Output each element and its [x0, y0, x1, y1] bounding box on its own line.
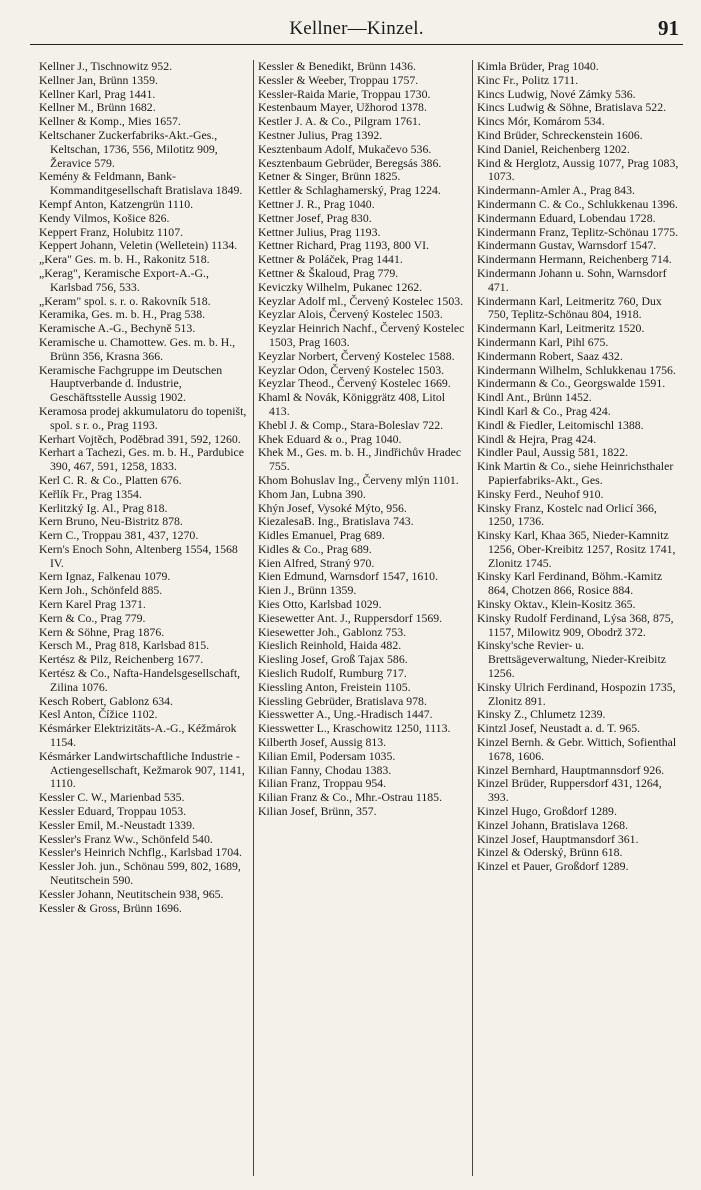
directory-entry: Kessler's Heinrich Nchflg., Karlsbad 1704.: [39, 845, 242, 860]
directory-entry: Khom Bohuslav Ing., Červeny mlýn 1101.: [258, 472, 459, 487]
directory-entry: Kien J., Brünn 1359.: [258, 583, 357, 598]
directory-entry: Kern's Enoch Sohn, Altenberg 1554, 1568 IV.: [39, 541, 238, 570]
directory-entry: Kindermann Eduard, Lobendau 1728.: [477, 210, 656, 225]
directory-entry: Kinzel Johann, Bratislava 1268.: [477, 817, 629, 832]
directory-entry: Kindermann Karl, Leitmeritz 1520.: [477, 321, 645, 336]
directory-entry: Kieslich Rudolf, Rumburg 717.: [258, 666, 407, 681]
directory-entry: Kinsky'sche Revier- u. Brettsägeverwaltung, Nieder-Kreibitz 1256.: [477, 638, 666, 681]
directory-entry: Kerl C. R. & Co., Platten 676.: [39, 472, 182, 487]
directory-entry: Kinsky Karl, Khaa 365, Nieder-Kamnitz 1256, Ober-Kreibitz 1257, Rositz 1741, Zlonitz 1745.: [477, 528, 676, 570]
directory-entry: Kindl & Fiedler, Leitomischl 1388.: [477, 417, 644, 432]
directory-entry: Kindermann Wilhelm, Schlukkenau 1756.: [477, 362, 676, 377]
directory-entry: Kessler-Raida Marie, Troppau 1730.: [258, 86, 431, 101]
directory-entry: Kettler & Schlaghamerský, Prag 1224.: [258, 183, 441, 198]
directory-entry: Kessler Eduard, Troppau 1053.: [39, 804, 187, 819]
directory-entry: Kinzel Josef, Hauptmansdorf 361.: [477, 831, 639, 846]
directory-entry: Khebl J. & Comp., Stara-Boleslav 722.: [258, 417, 444, 432]
directory-entry: Kindermann Robert, Saaz 432.: [477, 348, 623, 363]
directory-entry: Kiesling Josef, Groß Tajax 586.: [258, 652, 408, 667]
directory-entry: Keyzlar Alois, Červený Kostelec 1503.: [258, 307, 443, 322]
directory-entry: Kern & Co., Prag 779.: [39, 610, 146, 625]
directory-entry: Kinzel Hugo, Großdorf 1289.: [477, 804, 617, 819]
directory-entry: Khaml & Novák, Königgrätz 408, Litol 413.: [258, 390, 446, 418]
directory-entry: Kindler Paul, Aussig 581, 1822.: [477, 445, 629, 460]
directory-entry: Kincs Mór, Komárom 534.: [477, 114, 605, 129]
column-left: [35, 60, 253, 1176]
entry-columns: [35, 60, 691, 1176]
directory-entry: Kerhart a Tachezi, Ges. m. b. H., Pardubice 390, 467, 591, 1258, 1833.: [39, 445, 244, 474]
directory-entry: Keppert Franz, Holubitz 1107.: [39, 224, 184, 239]
directory-entry: Kessler Emil, M.-Neustadt 1339.: [39, 817, 195, 832]
directory-entry: Kesztenbaum Adolf, Mukačevo 536.: [258, 141, 432, 156]
directory-entry: Kindermann Johann u. Sohn, Warnsdorf 471.: [477, 265, 667, 294]
directory-entry: Kessler's Franz Ww., Schönfeld 540.: [39, 831, 213, 846]
directory-entry: Kinzel & Oderský, Brünn 618.: [477, 845, 623, 860]
directory-entry: Kerhart Vojtěch, Poděbrad 391, 592, 1260.: [39, 431, 241, 446]
directory-entry: Kinzel Bernh. & Gebr. Wittich, Sofienthal 1678, 1606.: [477, 735, 677, 763]
directory-entry: Kindermann-Amler A., Prag 843.: [477, 183, 635, 198]
directory-entry: Kilian Franz, Troppau 954.: [258, 776, 387, 791]
directory-entry: Keřlík Fr., Prag 1354.: [39, 486, 142, 501]
directory-entry: Kind Daniel, Reichenberg 1202.: [477, 141, 630, 156]
directory-entry: Kiesswetter A., Ung.-Hradisch 1447.: [258, 707, 433, 722]
directory-entry: Kern C., Troppau 381, 437, 1270.: [39, 528, 199, 543]
directory-entry: Kessler Johann, Neutitschein 938, 965.: [39, 886, 224, 901]
directory-entry: Keyzlar Odon, Červený Kostelec 1503.: [258, 362, 445, 377]
directory-entry: Kind & Herglotz, Aussig 1077, Prag 1083, 1073.: [477, 155, 679, 184]
directory-entry: Kien Edmund, Warnsdorf 1547, 1610.: [258, 569, 439, 584]
directory-entry: Kiesswetter L., Kraschowitz 1250, 1113.: [258, 721, 451, 736]
directory-entry: Kessler & Weeber, Troppau 1757.: [258, 72, 419, 87]
directory-entry: Kellner & Komp., Mies 1657.: [39, 114, 181, 129]
directory-entry: Kettner Josef, Prag 830.: [258, 210, 372, 225]
directory-entry: „Kerag", Keramische Export-A.-G., Karlsbad 756, 533.: [39, 265, 209, 294]
directory-entry: Kellner Karl, Prag 1441.: [39, 86, 156, 101]
directory-entry: Kinsky Franz, Kostelc nad Orlicí 366, 1250, 1736.: [477, 500, 657, 529]
directory-entry: Kern Bruno, Neu-Bistritz 878.: [39, 514, 183, 529]
directory-entry: Kettner & Poláček, Prag 1441.: [258, 252, 403, 267]
directory-entry: Kidles Emanuel, Prag 689.: [258, 528, 385, 543]
directory-entry: Kern & Söhne, Prag 1876.: [39, 624, 165, 639]
directory-entry: Kinzel Brüder, Ruppersdorf 431, 1264, 393.: [477, 776, 662, 805]
directory-entry: Kettner Richard, Prag 1193, 800 VI.: [258, 238, 430, 253]
directory-entry: Khek Eduard & o., Prag 1040.: [258, 431, 402, 446]
directory-entry: Késmárker Elektrizitäts-A.-G., Kéžmárok 1154.: [39, 721, 237, 750]
running-title: Kellner—Kinzel.: [289, 18, 424, 39]
directory-entry: Kesch Robert, Gablonz 634.: [39, 693, 173, 708]
directory-entry: Kern Ignaz, Falkenau 1079.: [39, 569, 171, 584]
directory-entry: Keviczky Wilhelm, Pukanec 1262.: [258, 279, 423, 294]
directory-entry: Kemény & Feldmann, Bank-Kommanditgesellschaft Bratislava 1849.: [39, 169, 243, 198]
directory-entry: Keyzlar Heinrich Nachf., Červený Kostelec 1503, Prag 1603.: [258, 321, 465, 349]
column-right: [472, 60, 691, 1176]
directory-entry: Kinc Fr., Politz 1711.: [477, 72, 579, 87]
directory-entry: Kessler & Benedikt, Brünn 1436.: [258, 59, 416, 73]
directory-entry: Kindermann Karl, Leitmeritz 760, Dux 750, Teplitz-Schönau 804, 1918.: [477, 293, 662, 322]
directory-entry: KiezalesaB. Ing., Bratislava 743.: [258, 514, 414, 529]
directory-entry: Kellner M., Brünn 1682.: [39, 100, 156, 115]
directory-entry: Kesztenbaum Gebrüder, Beregsás 386.: [258, 155, 442, 170]
directory-entry: Kindl Ant., Brünn 1452.: [477, 390, 592, 405]
directory-entry: Keramische Fachgruppe im Deutschen Hauptverbande d. Industrie, Geschäftsstelle Aussig 1902.: [39, 362, 223, 405]
directory-entry: Kesl Anton, Čížice 1102.: [39, 707, 158, 722]
directory-entry: Kinsky Karl Ferdinand, Böhm.-Kamitz 864, Chotzen 866, Rosice 884.: [477, 569, 663, 598]
directory-entry: Khýn Josef, Vysoké Mýto, 956.: [258, 500, 407, 515]
directory-entry: Keramische A.-G., Bechyně 513.: [39, 321, 196, 336]
directory-entry: Kindermann Hermann, Reichenberg 714.: [477, 252, 672, 267]
directory-entry: Kessler Joh. jun., Schönau 599, 802, 1689, Neutitschein 590.: [39, 859, 241, 888]
directory-entry: Kessler & Gross, Brünn 1696.: [39, 900, 182, 915]
directory-entry: Kindermann C. & Co., Schlukkenau 1396.: [477, 196, 678, 211]
column-middle: [253, 60, 472, 1176]
directory-entry: Khek M., Ges. m. b. H., Jindřichův Hradec 755.: [258, 445, 462, 474]
directory-entry: Keramische u. Chamottew. Ges. m. b. H., Brünn 356, Krasna 366.: [39, 334, 236, 363]
directory-entry: Kintzl Josef, Neustadt a. d. T. 965.: [477, 721, 641, 736]
directory-entry: Kempf Anton, Katzengrün 1110.: [39, 196, 194, 211]
directory-entry: Kincs Ludwig, Nové Zámky 536.: [477, 86, 636, 101]
directory-entry: Keyzlar Norbert, Červený Kostelec 1588.: [258, 348, 455, 363]
directory-entry: Kinsky Oktav., Klein-Kositz 365.: [477, 597, 636, 612]
directory-entry: Kind Brüder, Schreckenstein 1606.: [477, 127, 643, 142]
directory-entry: Kendy Vilmos, Košice 826.: [39, 210, 170, 225]
directory-entry: Kindl & Hejra, Prag 424.: [477, 431, 597, 446]
directory-entry: Kiessling Anton, Freistein 1105.: [258, 679, 411, 694]
directory-entry: Kimla Brüder, Prag 1040.: [477, 59, 599, 73]
directory-entry: Kiesewetter Joh., Gablonz 753.: [258, 624, 407, 639]
directory-entry: Kink Martin & Co., siehe Heinrichsthaler Papierfabriks-Akt., Ges.: [477, 459, 674, 487]
directory-entry: Kindermann Karl, Pihl 675.: [477, 334, 609, 349]
directory-entry: Kettner & Škaloud, Prag 779.: [258, 265, 399, 280]
directory-entry: Kilian Fanny, Chodau 1383.: [258, 762, 392, 777]
directory-entry: Keramosa prodej akkumulatoru do topeništ, spol. s r. o., Prag 1193.: [39, 403, 247, 432]
directory-entry: Kincs Ludwig & Söhne, Bratislava 522.: [477, 100, 667, 115]
directory-entry: Kinsky Z., Chlumetz 1239.: [477, 707, 606, 722]
directory-entry: Kindermann & Co., Georgswalde 1591.: [477, 376, 666, 391]
directory-entry: Kestenbaum Mayer, Užhorod 1378.: [258, 100, 427, 115]
directory-entry: Kerlitzký Ig. Al., Prag 818.: [39, 500, 168, 515]
directory-entry: Kinsky Rudolf Ferdinand, Lýsa 368, 875, 1157, Milowitz 909, Obodrž 372.: [477, 610, 674, 639]
directory-entry: Kilian Josef, Brünn, 357.: [258, 804, 377, 819]
directory-entry: Kieslich Reinhold, Haida 482.: [258, 638, 402, 653]
directory-entry: „Kera" Ges. m. b. H., Rakonitz 518.: [39, 252, 210, 267]
directory-entry: Kindermann Gustav, Warnsdorf 1547.: [477, 238, 657, 253]
directory-entry: Kersch M., Prag 818, Karlsbad 815.: [39, 638, 210, 653]
directory-entry: Kern Joh., Schönfeld 885.: [39, 583, 163, 598]
directory-entry: Kern Karel Prag 1371.: [39, 597, 146, 612]
directory-entry: Kilian Emil, Podersam 1035.: [258, 748, 396, 763]
directory-entry: Kellner J., Tischnowitz 952.: [39, 59, 173, 73]
directory-entry: Kien Alfred, Straný 970.: [258, 555, 375, 570]
directory-entry: Kessler C. W., Marienbad 535.: [39, 790, 185, 805]
directory-entry: Kellner Jan, Brünn 1359.: [39, 72, 158, 87]
page-number: 91: [658, 16, 679, 40]
directory-entry: Kertész & Co., Nafta-Handelsgesellschaft, Zilina 1076.: [39, 666, 241, 694]
directory-entry: Keppert Johann, Veletin (Welletein) 1134.: [39, 238, 238, 253]
directory-entry: Kettner J. R., Prag 1040.: [258, 196, 375, 211]
directory-entry: Késmárker Landwirtschaftliche Industrie - Actiengesellschaft, Kežmarok 907, 1141, 1110.: [39, 748, 245, 791]
directory-entry: Kiessling Gebrüder, Bratislava 978.: [258, 693, 427, 708]
directory-entry: Kettner Julius, Prag 1193.: [258, 224, 381, 239]
directory-entry: Kilberth Josef, Aussig 813.: [258, 735, 387, 750]
directory-entry: Keltschaner Zuckerfabriks-Akt.-Ges., Keltschan, 1736, 556, Milotitz 909, Žeravice 579.: [39, 127, 218, 170]
directory-entry: Ketner & Singer, Brünn 1825.: [258, 169, 401, 184]
directory-entry: Kestner Julius, Prag 1392.: [258, 127, 383, 142]
directory-entry: Keramika, Ges. m. b. H., Prag 538.: [39, 307, 206, 322]
directory-entry: Kinsky Ferd., Neuhof 910.: [477, 486, 604, 501]
directory-entry: Kindl Karl & Co., Prag 424.: [477, 403, 611, 418]
directory-entry: Kies Otto, Karlsbad 1029.: [258, 597, 382, 612]
directory-entry: Keyzlar Adolf ml., Červený Kostelec 1503.: [258, 293, 464, 308]
directory-entry: Kertész & Pilz, Reichenberg 1677.: [39, 652, 204, 667]
directory-entry: „Keram" spol. s. r. o. Rakovník 518.: [39, 293, 211, 308]
directory-entry: Kinzel Bernhard, Hauptmannsdorf 926.: [477, 762, 665, 777]
page-header: [30, 10, 683, 45]
directory-entry: Kestler J. A. & Co., Pilgram 1761.: [258, 114, 421, 129]
directory-entry: Kindermann Franz, Teplitz-Schönau 1775.: [477, 224, 679, 239]
directory-entry: Kiesewetter Ant. J., Ruppersdorf 1569.: [258, 610, 443, 625]
directory-entry: Kinzel et Pauer, Großdorf 1289.: [477, 859, 629, 874]
directory-entry: Kinsky Ulrich Ferdinand, Hospozin 1735, Zlonitz 891.: [477, 679, 676, 708]
directory-entry: Kilian Franz & Co., Mhr.-Ostrau 1185.: [258, 790, 443, 805]
directory-entry: Kidles & Co., Prag 689.: [258, 541, 372, 556]
directory-entry: Khom Jan, Lubna 390.: [258, 486, 366, 501]
directory-entry: Keyzlar Theod., Červený Kostelec 1669.: [258, 376, 451, 391]
